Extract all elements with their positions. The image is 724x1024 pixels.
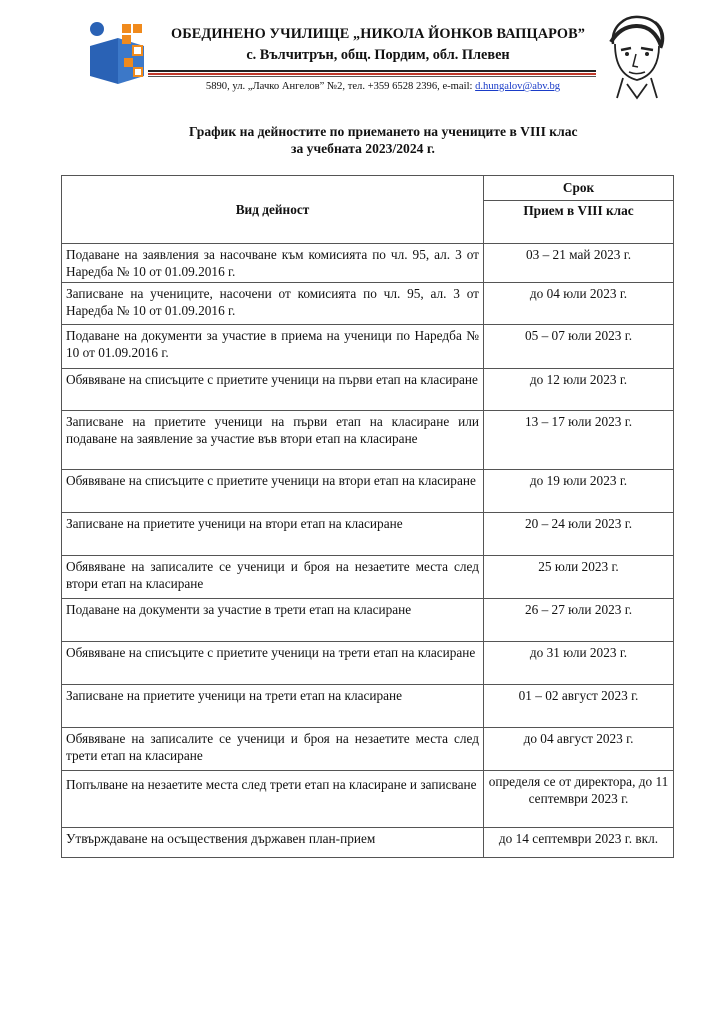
deadline-cell: до 19 юли 2023 г. (484, 470, 674, 513)
address-text: 5890, ул. „Лачко Ангелов” №2, тел. +359 6528 2396, e-mail: (205, 81, 476, 92)
table-row (62, 728, 674, 771)
table-row (62, 244, 674, 283)
activity-cell: Обявяване на записалите се ученици и броя на незаетите места след трети етап на класиране (62, 728, 484, 771)
document-title: График на дейностите по приемането на учениците в VIII клас (189, 124, 578, 139)
table-row (62, 642, 674, 685)
header-deadline: Срок (484, 176, 674, 201)
header-deadline-sub: Прием в VIII клас (484, 201, 674, 244)
deadline-cell: до 14 септември 2023 г. вкл. (484, 828, 674, 858)
activity-cell: Записване на приетите ученици на трети етап на класиране (62, 685, 484, 728)
document-subtitle: за учебната 2023/2024 г. (291, 141, 435, 156)
table-row (62, 411, 674, 470)
school-location: с. Вълчитрън, общ. Пордим, обл. Плевен (246, 47, 510, 63)
table-row (62, 513, 674, 556)
email-link[interactable]: d.hungalov@abv.bg (475, 81, 561, 92)
table-row (62, 828, 674, 858)
activity-cell: Подаване на документи за участие в приема на ученици по Наредба № 10 от 01.09.2016 г. (62, 325, 484, 369)
school-logo-icon (88, 20, 148, 86)
activity-cell: Записване на учениците, насочени от комисията по чл. 95, ал. 3 от Наредба № 10 от 01.09.2016 г. (62, 283, 484, 325)
school-address (168, 81, 598, 92)
deadline-cell: до 04 август 2023 г. (484, 728, 674, 771)
deadline-cell: определя се от директора, до 11 септември 2023 г. (484, 771, 674, 828)
table-row (62, 771, 674, 828)
header-rule-thin (148, 76, 596, 77)
activity-cell: Обявяване на записалите се ученици и броя на незаетите места след втори етап на класиране (62, 556, 484, 599)
activity-cell: Попълване на незаетите места след трети етап на класиране и записване (62, 771, 484, 828)
activity-cell: Записване на приетите ученици на първи етап на класиране или подаване на заявление за участие във втори етап на класиране (62, 411, 484, 470)
schedule-table (61, 175, 674, 858)
header-rule-red (148, 73, 596, 75)
table-row (62, 470, 674, 513)
deadline-cell: 13 – 17 юли 2023 г. (484, 411, 674, 470)
table-row (62, 556, 674, 599)
activity-cell: Подаване на заявления за насочване към комисията по чл. 95, ал. 3 от Наредба № 10 от 01.09.2016 г. (62, 244, 484, 283)
deadline-cell: до 04 юли 2023 г. (484, 283, 674, 325)
table-row (62, 685, 674, 728)
deadline-cell: 26 – 27 юли 2023 г. (484, 599, 674, 642)
table-row (62, 325, 674, 369)
deadline-cell: 25 юли 2023 г. (484, 556, 674, 599)
activity-cell: Обявяване на списъците с приетите ученици на трети етап на класиране (62, 642, 484, 685)
deadline-cell: до 12 юли 2023 г. (484, 369, 674, 411)
table-row (62, 369, 674, 411)
activity-cell: Обявяване на списъците с приетите ученици на втори етап на класиране (62, 470, 484, 513)
deadline-cell: 03 – 21 май 2023 г. (484, 244, 674, 283)
deadline-cell: до 31 юли 2023 г. (484, 642, 674, 685)
header-rule (148, 70, 596, 72)
table-row (62, 599, 674, 642)
activity-cell: Утвърждаване на осъществения държавен план-прием (62, 828, 484, 858)
school-name: ОБЕДИНЕНО УЧИЛИЩЕ „НИКОЛА ЙОНКОВ ВАПЦАРОВ” (170, 26, 585, 42)
portrait-icon (603, 14, 669, 100)
deadline-cell: 01 – 02 август 2023 г. (484, 685, 674, 728)
header-activity: Вид дейност (62, 176, 484, 244)
deadline-cell: 20 – 24 юли 2023 г. (484, 513, 674, 556)
table-row (62, 283, 674, 325)
deadline-cell: 05 – 07 юли 2023 г. (484, 325, 674, 369)
activity-cell: Обявяване на списъците с приетите ученици на първи етап на класиране (62, 369, 484, 411)
activity-cell: Записване на приетите ученици на втори етап на класиране (62, 513, 484, 556)
activity-cell: Подаване на документи за участие в трети етап на класиране (62, 599, 484, 642)
